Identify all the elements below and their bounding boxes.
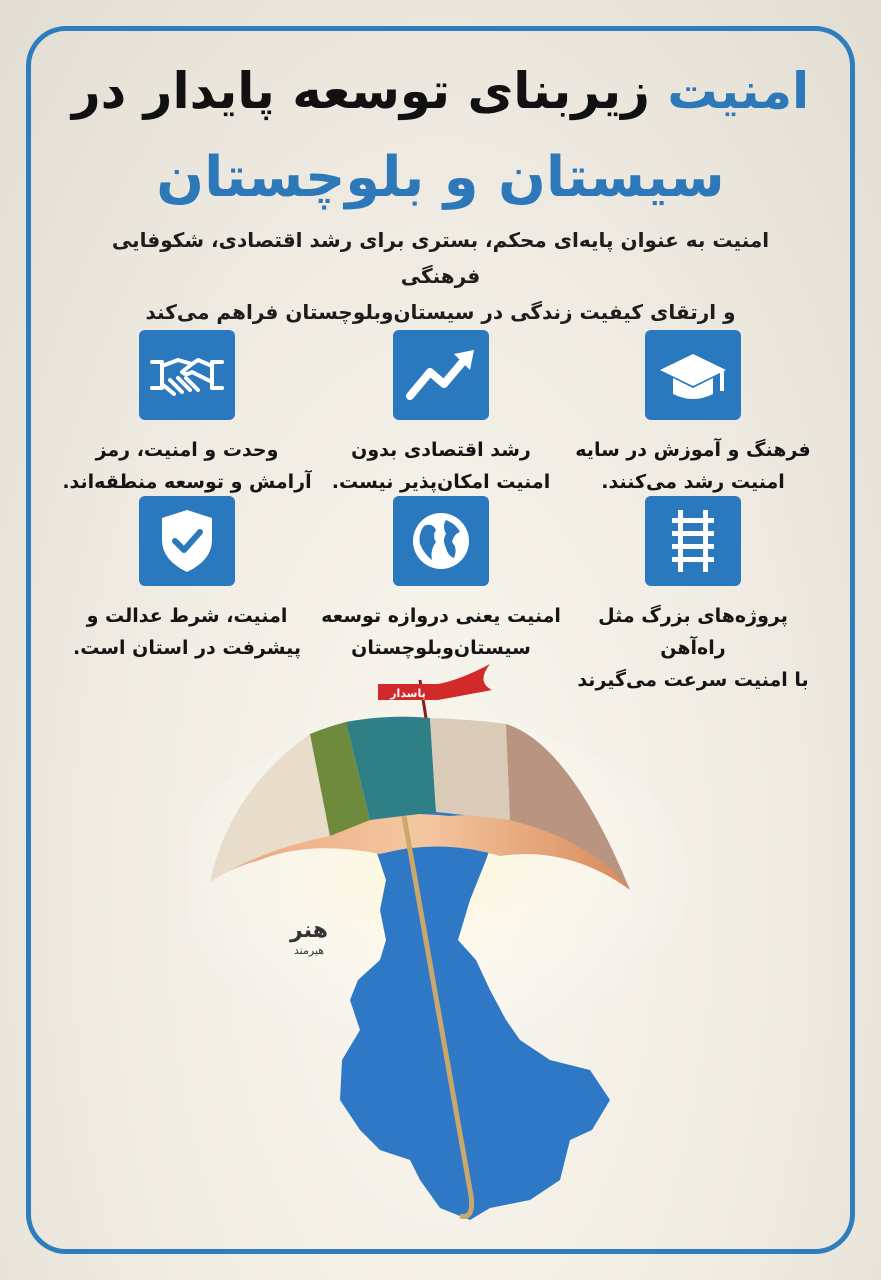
logo-label: هیرمند	[293, 944, 325, 957]
logo-mark: هنر	[290, 918, 328, 943]
feature-gateway	[316, 496, 566, 664]
feature-economy-line-1: رشد اقتصادی بدون	[351, 439, 531, 461]
feature-unity-line-2: آرامش و توسعه منطقه‌اند.	[62, 471, 312, 493]
feature-gateway-line-2: سیستان‌وبلوچستان	[351, 637, 531, 659]
hirmand-logo	[284, 918, 334, 958]
feature-justice	[62, 496, 312, 664]
railway-icon	[645, 496, 741, 586]
feature-economy-line-2: امنیت امکان‌پذیر نیست.	[331, 471, 551, 493]
feature-gateway-line-1: امنیت یعنی دروازه توسعه	[321, 605, 561, 627]
feature-railway-line-2: با امنیت سرعت می‌گیرند	[577, 669, 809, 691]
title-rest: زیربنای توسعه پایدار در	[71, 62, 650, 120]
feature-unity	[62, 330, 312, 498]
intro-text	[80, 222, 801, 330]
title-accent: امنیت	[667, 62, 810, 120]
shield-check-icon	[139, 496, 235, 586]
feature-culture-line-1: فرهنگ و آموزش در سایه	[575, 439, 811, 461]
globe-icon	[393, 496, 489, 586]
intro-line-2: و ارتقای کیفیت زندگی در سیستان‌وبلوچستان فراهم می‌کند	[145, 300, 736, 324]
trending-up-icon	[393, 330, 489, 420]
title-line-2: سیستان و بلوچستان	[156, 145, 725, 210]
feature-economy	[316, 330, 566, 498]
feature-unity-line-1: وحدت و امنیت، رمز	[95, 439, 279, 461]
feature-culture-line-2: امنیت رشد می‌کنند.	[601, 471, 785, 493]
handshake-icon	[139, 330, 235, 420]
feature-railway-line-1: پروژه‌های بزرگ مثل راه‌آهن	[598, 605, 788, 659]
flag-text: پاسدار	[390, 687, 426, 700]
feature-justice-line-1: امنیت، شرط عدالت و	[86, 605, 288, 627]
umbrella-illustration	[190, 660, 710, 1230]
feature-justice-line-2: پیشرفت در استان است.	[73, 637, 301, 659]
graduation-cap-icon	[645, 330, 741, 420]
canopy-panel-4	[430, 718, 510, 820]
feature-culture	[568, 330, 818, 498]
intro-line-1: امنیت به عنوان پایه‌ای محکم، بستری برای رشد اقتصادی، شکوفایی فرهنگی	[111, 228, 770, 288]
title-line-1	[0, 58, 881, 124]
